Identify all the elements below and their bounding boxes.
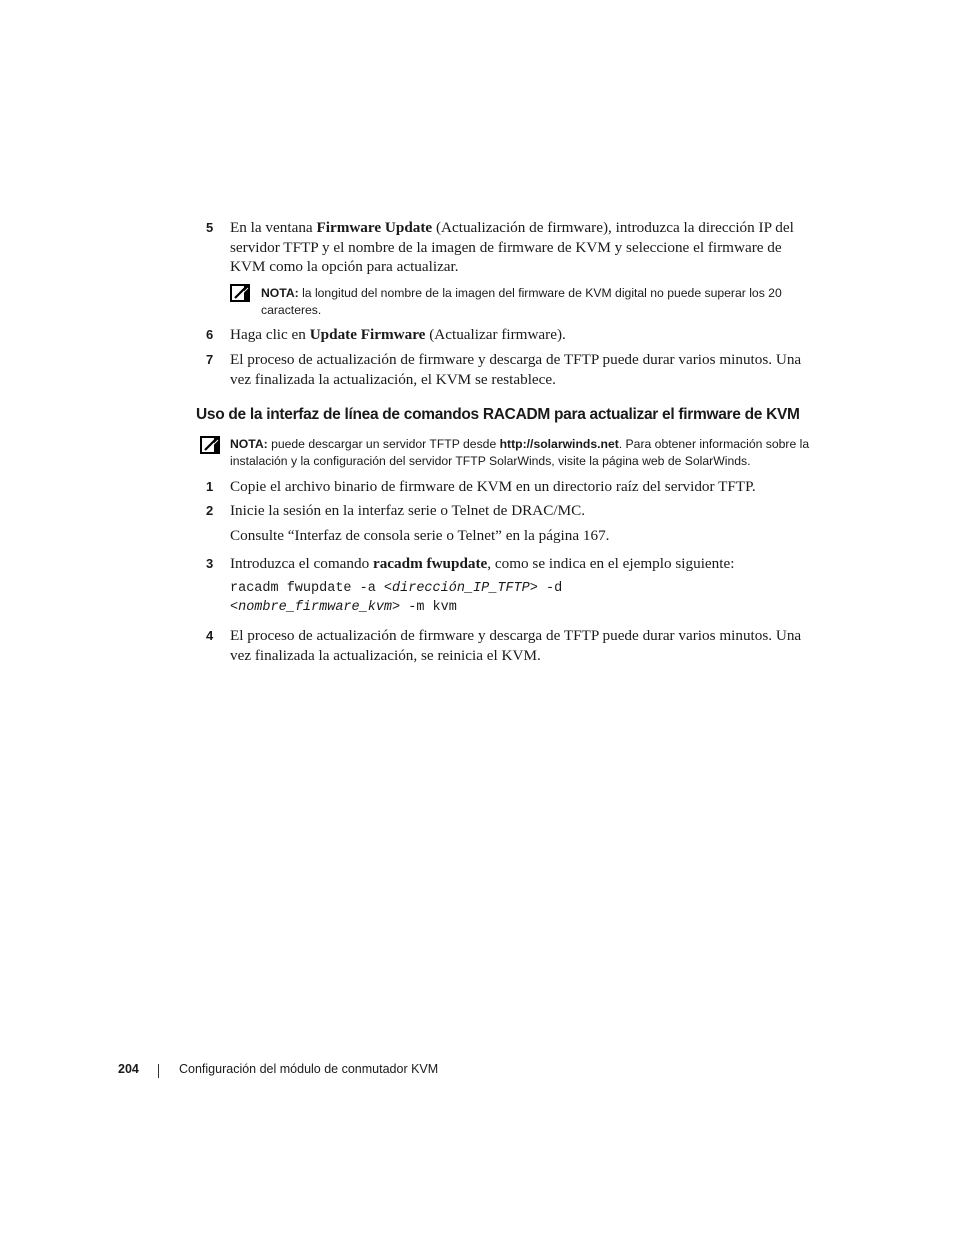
code-variable: dirección_IP_TFTP: [392, 581, 530, 596]
code-line: racadm fwupdate -a <dirección_IP_TFTP> -d: [230, 581, 563, 596]
note-label: NOTA:: [230, 437, 268, 451]
command-name: racadm fwupdate: [372, 555, 488, 572]
note-label: NOTA:: [261, 286, 299, 300]
step-text: Introduzca el comando racadm fwupdate, como se indica en el ejemplo siguiente:: [230, 555, 735, 572]
footer-section-title: Configuración del módulo de conmutador KVM: [179, 1062, 439, 1076]
step-text: El proceso de actualización de firmware y descarga de TFTP puede durar varios minutos. Una vez finalizada la actualización, se reinicia el KVM.: [230, 627, 802, 664]
step-subtext: Consulte “Interfaz de consola serie o Telnet” en la página 167.: [230, 527, 610, 544]
step-number: 1: [206, 479, 214, 494]
step-number: 6: [206, 327, 214, 342]
section-heading: Uso de la interfaz de línea de comandos RACADM para actualizar el firmware de KVM: [196, 406, 800, 423]
step-number: 3: [206, 556, 214, 571]
step-number: 2: [206, 503, 214, 518]
step-text: El proceso de actualización de firmware y descarga de TFTP puede durar varios minutos. Una vez finalizada la actualización, el KVM se restablece.: [230, 351, 802, 388]
step-number: 7: [206, 352, 214, 367]
note-pencil-icon: [200, 436, 220, 454]
page-number: 204: [118, 1062, 139, 1076]
step-number: 4: [206, 628, 214, 643]
step-text: Haga clic en Update Firmware (Actualizar firmware).: [230, 326, 566, 343]
ui-term: Firmware Update: [316, 219, 433, 236]
code-variable: nombre_firmware_kvm: [238, 600, 393, 615]
step-number: 5: [206, 220, 214, 235]
ui-term: Update Firmware: [309, 326, 426, 343]
step-text: Inicie la sesión en la interfaz serie o Telnet de DRAC/MC.: [230, 502, 586, 519]
step-text: En la ventana Firmware Update (Actualización de firmware), introduzca la dirección IP del servidor TFTP y el nombre de la imagen de firmware de KVM y seleccione el firmware de KVM como la opción para actualizar.: [230, 219, 794, 275]
note: NOTA: puede descargar un servidor TFTP desde http://solarwinds.net. Para obtener información sobre la instalación y la configuración del servidor TFTP SolarWinds, visite la página web de SolarWinds.: [230, 437, 810, 468]
note-pencil-icon: [230, 284, 250, 302]
solarwinds-link[interactable]: http://solarwinds.net: [499, 437, 619, 451]
footer-divider: [158, 1064, 159, 1078]
step-text: Copie el archivo binario de firmware de KVM en un directorio raíz del servidor TFTP.: [230, 478, 756, 495]
note: NOTA: la longitud del nombre de la imagen del firmware de KVM digital no puede superar los 20 caracteres.: [261, 286, 782, 317]
code-line: <nombre_firmware_kvm> -m kvm: [230, 600, 457, 615]
